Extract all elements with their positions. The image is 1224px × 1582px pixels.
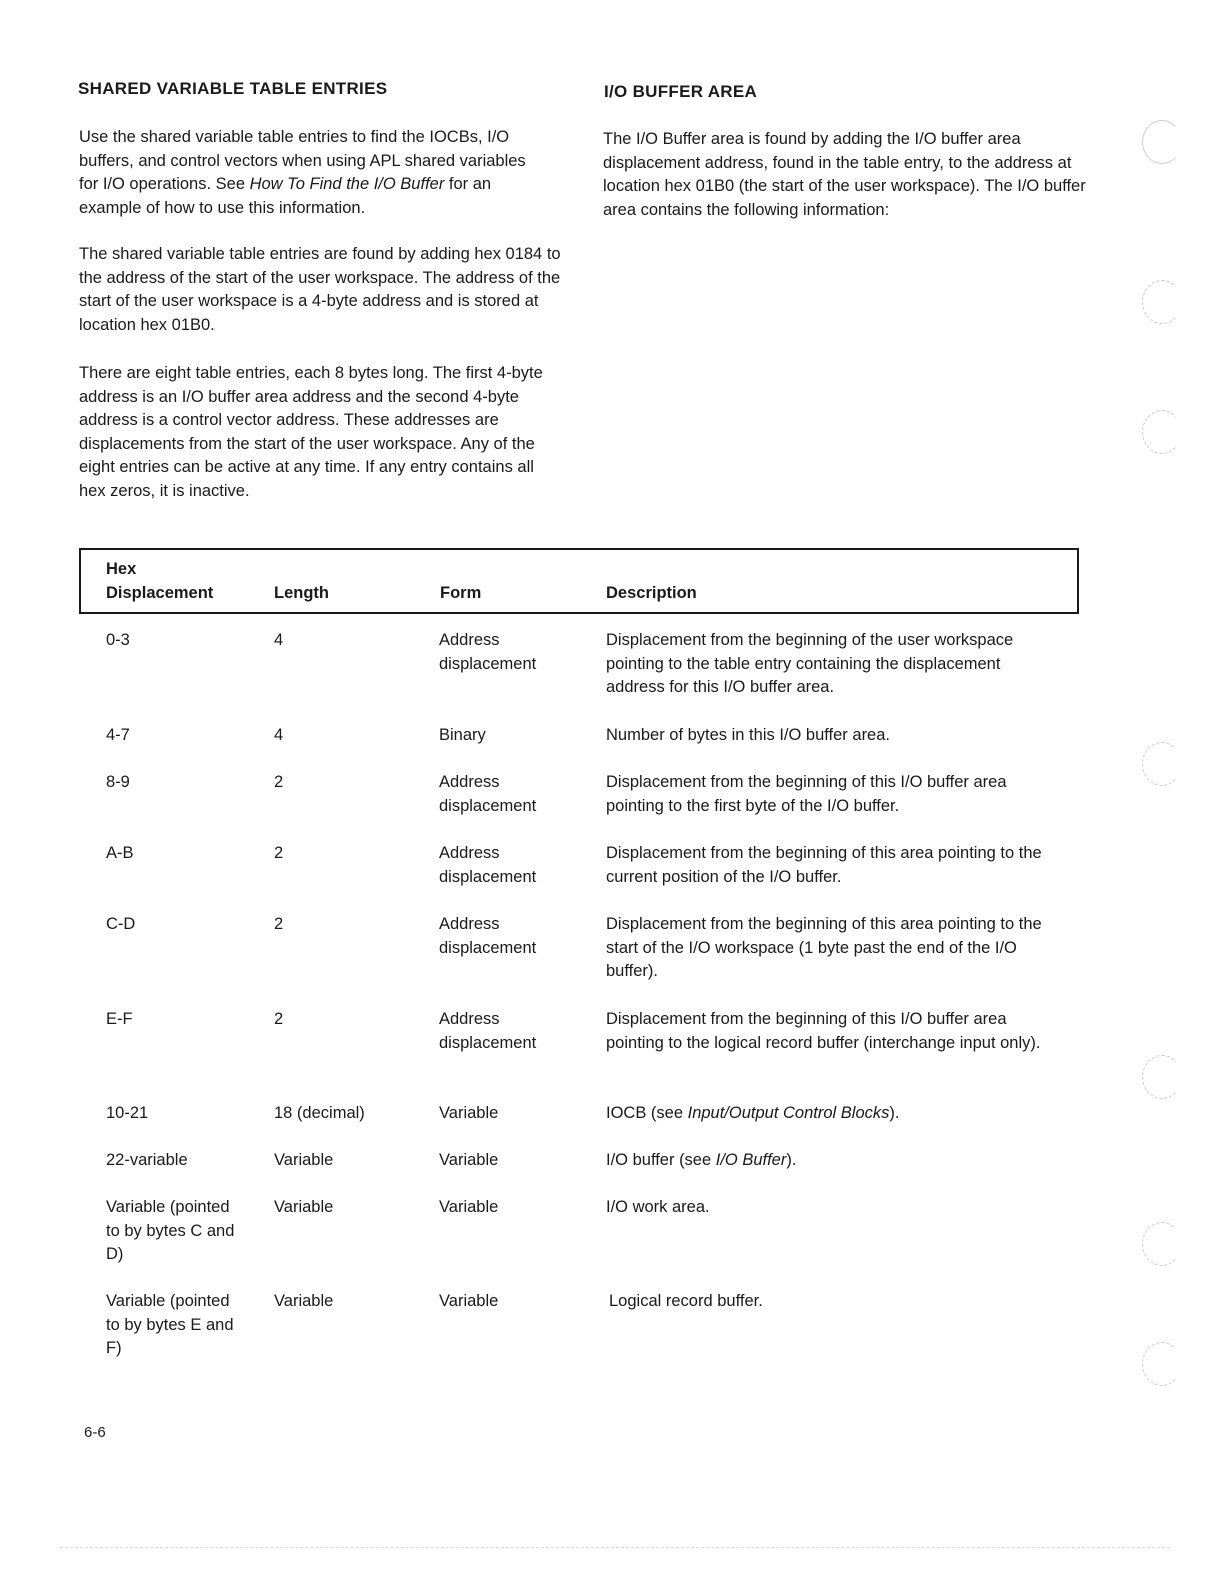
- cell-description-text-end: ).: [786, 1151, 797, 1169]
- left-paragraph-1-text-end: for an example of how to use this information.: [79, 175, 492, 217]
- cell-form: Address displacement: [439, 844, 537, 886]
- cell-description-text-end: ).: [889, 1104, 900, 1122]
- cell-hex: Variable (pointed to by bytes C and D): [106, 1198, 235, 1264]
- cell-description: Logical record buffer.: [609, 1292, 763, 1310]
- left-section-heading: SHARED VARIABLE TABLE ENTRIES: [78, 79, 388, 98]
- cell-description: [606, 1102, 1086, 1126]
- left-paragraph-1-reference: How To Find the I/O Buffer: [249, 175, 445, 194]
- cell-form: Variable: [439, 1292, 499, 1310]
- cell-form: Address displacement: [439, 915, 537, 957]
- cell-description-reference: Input/Output Control Blocks: [687, 1104, 890, 1122]
- cell-description: I/O work area.: [606, 1198, 710, 1216]
- cell-description: Number of bytes in this I/O buffer area.: [606, 726, 890, 744]
- cell-length: Variable: [274, 1198, 334, 1216]
- cell-hex: C-D: [106, 915, 136, 933]
- bottom-scan-rule: [60, 1547, 1170, 1548]
- header-description: Description: [606, 584, 697, 602]
- left-paragraph-1: [79, 126, 539, 220]
- cell-length: 4: [274, 631, 284, 649]
- cell-hex: 8-9: [106, 773, 130, 791]
- cell-length: 2: [274, 1010, 284, 1028]
- cell-form: Address displacement: [439, 773, 537, 815]
- header-hex-line2: Displacement: [106, 583, 214, 602]
- cell-hex: 22-variable: [106, 1151, 188, 1169]
- punch-hole-mark: [1142, 120, 1182, 164]
- cell-form: Variable: [439, 1151, 499, 1169]
- cell-description: Displacement from the beginning of this I/O buffer area pointing to the first byte of the I/O buffer.: [606, 773, 1007, 815]
- cell-length: 2: [274, 844, 284, 862]
- cell-description-text: I/O buffer (see: [606, 1151, 716, 1169]
- cell-hex: 0-3: [106, 631, 130, 649]
- cell-description: Displacement from the beginning of the user workspace pointing to the table entry containing the displacement address for this I/O buffer area.: [606, 631, 1014, 697]
- cell-hex: Variable (pointed to by bytes E and F): [106, 1292, 234, 1358]
- header-length: Length: [274, 584, 329, 602]
- cell-form: Binary: [439, 726, 486, 744]
- punch-hole-mark: [1142, 280, 1182, 324]
- cell-description: Displacement from the beginning of this area pointing to the start of the I/O workspace (1 byte past the end of the I/O buffer).: [606, 915, 1042, 981]
- header-hex-displacement: [106, 558, 213, 605]
- cell-form: Address displacement: [439, 631, 537, 673]
- cell-length: 4: [274, 726, 284, 744]
- cell-length: 18 (decimal): [274, 1104, 365, 1122]
- left-paragraph-1-text: Use the shared variable table entries to find the IOCBs, I/O buffers, and control vectors when using APL shared variables for I/O operations. See: [79, 128, 526, 194]
- cell-length: Variable: [274, 1151, 334, 1169]
- cell-length: 2: [274, 773, 284, 791]
- cell-length: 2: [274, 915, 284, 933]
- punch-hole-mark: [1142, 410, 1182, 454]
- cell-form: Variable: [439, 1198, 499, 1216]
- cell-length: Variable: [274, 1292, 334, 1310]
- table-header: [79, 548, 1079, 614]
- left-paragraph-2: The shared variable table entries are found by adding hex 0184 to the address of the start of the user workspace. The address of the start of the user workspace is a 4-byte address and is stored at location hex 01B0.: [79, 245, 561, 334]
- cell-description-reference: I/O Buffer: [715, 1151, 787, 1169]
- cell-description: [606, 1149, 1086, 1173]
- punch-hole-mark: [1142, 742, 1182, 786]
- punch-hole-mark: [1142, 1342, 1182, 1386]
- cell-description: Displacement from the beginning of this I/O buffer area pointing to the logical record buffer (interchange input only).: [606, 1010, 1041, 1052]
- right-paragraph-1: The I/O Buffer area is found by adding the I/O buffer area displacement address, found in the table entry, to the address at location hex 01B0 (the start of the user workspace). The I/O buffer area contains the following information:: [603, 130, 1086, 219]
- cell-form: Address displacement: [439, 1010, 537, 1052]
- cell-description: Displacement from the beginning of this area pointing to the current position of the I/O buffer.: [606, 844, 1042, 886]
- cell-hex: 4-7: [106, 726, 130, 744]
- cell-form: Variable: [439, 1104, 499, 1122]
- punch-hole-mark: [1142, 1055, 1182, 1099]
- cell-hex: A-B: [106, 844, 134, 862]
- left-paragraph-3: There are eight table entries, each 8 bytes long. The first 4-byte address is an I/O buffer area address and the second 4-byte address is a control vector address. These addresses are displacements from the start of the user workspace. Any of the eight entries can be active at any time. If any entry contains all hex zeros, it is inactive.: [79, 364, 543, 500]
- page-number: 6-6: [84, 1424, 106, 1441]
- header-hex-line1: Hex: [106, 560, 137, 578]
- cell-hex: E-F: [106, 1010, 133, 1028]
- header-form: Form: [440, 584, 482, 602]
- right-section-heading: I/O BUFFER AREA: [604, 82, 758, 101]
- cell-description-text: IOCB (see: [606, 1104, 688, 1122]
- punch-hole-mark: [1142, 1222, 1182, 1266]
- cell-hex: 10-21: [106, 1104, 149, 1122]
